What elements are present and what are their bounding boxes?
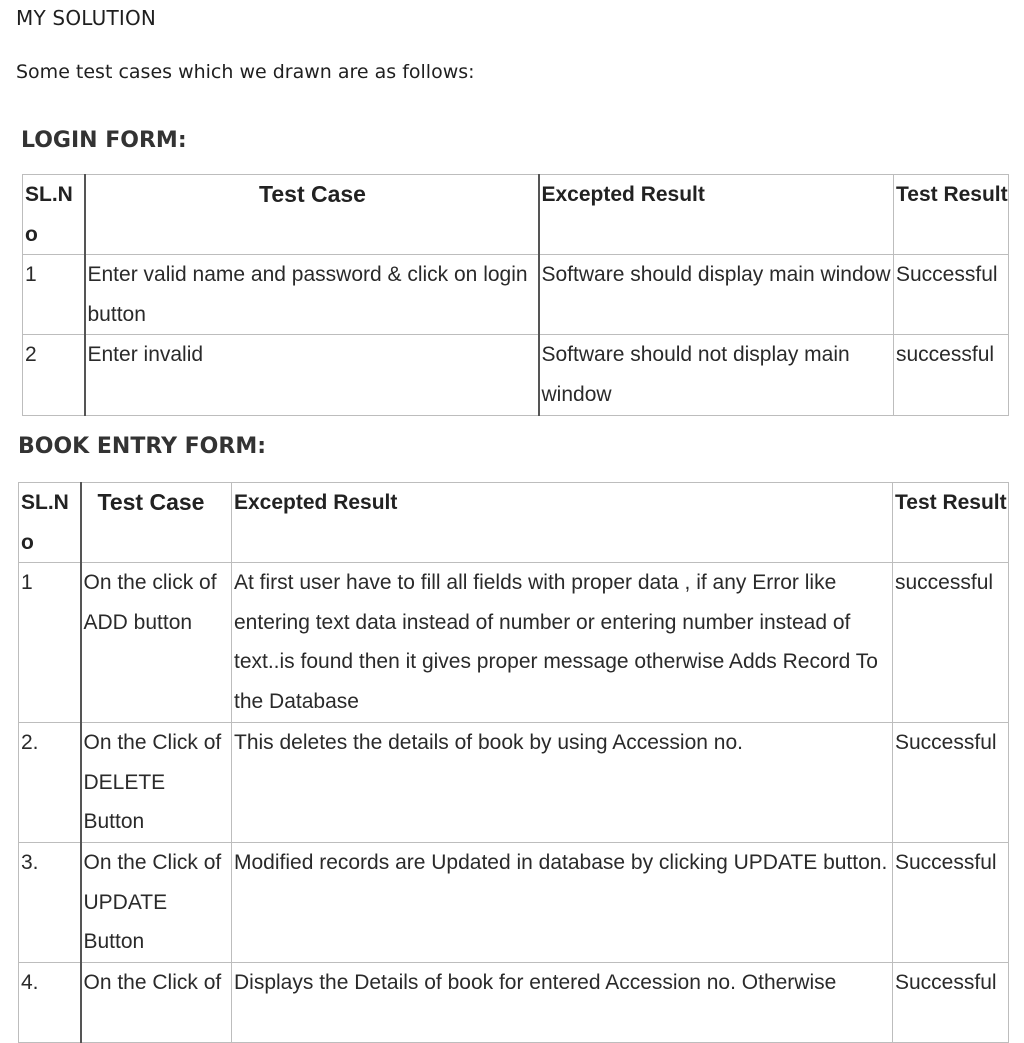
cell-expected-result: Modified records are Updated in database by clicking UPDATE button. <box>232 843 893 963</box>
table-row <box>19 723 1009 843</box>
cell-test-result: Successful <box>893 723 1009 843</box>
intro-text: Some test cases which we drawn are as follows: <box>16 61 475 83</box>
header-test-result: Test Result <box>893 483 1009 563</box>
cell-test-case: On the Click of UPDATE Button <box>81 843 232 963</box>
cell-expected-result: Displays the Details of book for entered Accession no. Otherwise <box>232 963 893 1043</box>
cell-sl-no: 2. <box>19 723 81 843</box>
header-test-case: Test Case <box>85 175 539 255</box>
cell-test-result: successful <box>894 335 1009 415</box>
header-sl-no: SL.No <box>23 175 85 255</box>
cell-sl-no: 3. <box>19 843 81 963</box>
cell-test-case: On the Click of DELETE Button <box>81 723 232 843</box>
cell-test-case: On the click of ADD button <box>81 563 232 723</box>
cell-sl-no: 2 <box>23 335 85 415</box>
header-test-result: Test Result <box>894 175 1009 255</box>
table-header-row <box>19 483 1009 563</box>
cell-test-result: Successful <box>893 843 1009 963</box>
table-row <box>19 563 1009 723</box>
table-row <box>19 963 1009 1043</box>
table-row <box>23 335 1009 415</box>
header-sl-no: SL.No <box>19 483 81 563</box>
table-row <box>19 843 1009 963</box>
cell-test-result: successful <box>893 563 1009 723</box>
book-entry-form-title: BOOK ENTRY FORM: <box>18 434 267 459</box>
login-form-title: LOGIN FORM: <box>21 128 187 153</box>
cell-expected-result: At first user have to fill all fields with proper data , if any Error like entering text data instead of number or entering number instead of text..is found then it gives proper message otherwise Adds Record To the Database <box>232 563 893 723</box>
cell-expected-result: Software should display main window <box>539 255 894 335</box>
table-row <box>23 255 1009 335</box>
table-header-row <box>23 175 1009 255</box>
cell-test-result: Successful <box>893 963 1009 1043</box>
cell-sl-no: 1 <box>19 563 81 723</box>
header-expected-result: Excepted Result <box>232 483 893 563</box>
login-test-table <box>22 174 1009 416</box>
cell-test-case: On the Click of <box>81 963 232 1043</box>
cell-sl-no: 4. <box>19 963 81 1043</box>
header-expected-result: Excepted Result <box>539 175 894 255</box>
cell-sl-no: 1 <box>23 255 85 335</box>
cell-expected-result: This deletes the details of book by using Accession no. <box>232 723 893 843</box>
cell-expected-result: Software should not display main window <box>539 335 894 415</box>
cell-test-case: Enter valid name and password & click on login button <box>85 255 539 335</box>
header-test-case: Test Case <box>81 483 232 563</box>
cell-test-case: Enter invalid <box>85 335 539 415</box>
book-entry-test-table <box>18 482 1009 1043</box>
cell-test-result: Successful <box>894 255 1009 335</box>
page-heading: MY SOLUTION <box>16 6 157 30</box>
